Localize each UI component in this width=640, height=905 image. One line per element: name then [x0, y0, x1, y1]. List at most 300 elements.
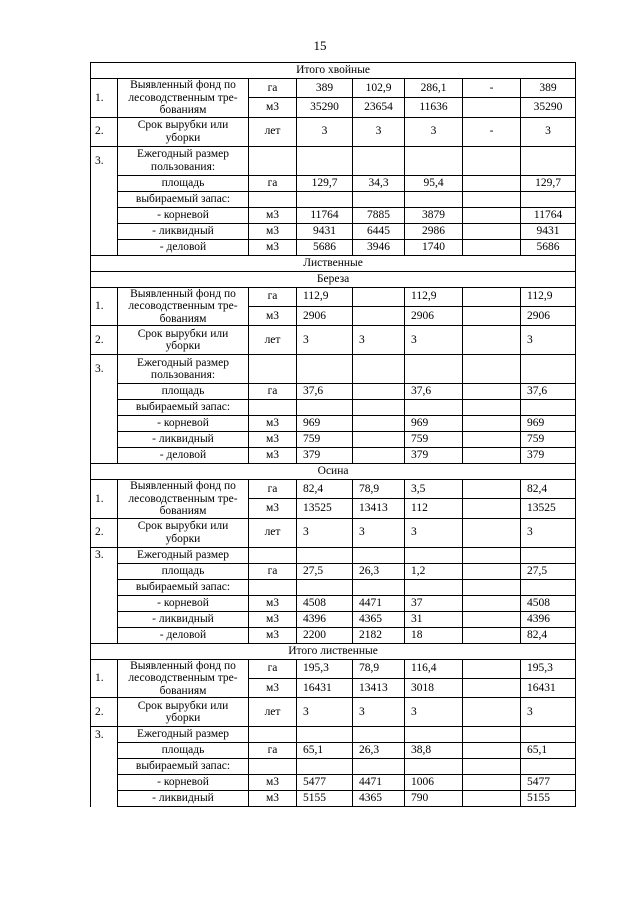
row-label-cell: Ежегодный размер	[118, 727, 249, 743]
value-cell	[463, 595, 521, 611]
value-cell: 112,9	[405, 287, 463, 306]
table-row	[91, 117, 576, 146]
value-cell	[405, 759, 463, 775]
unit-cell: м3	[249, 611, 297, 627]
value-cell	[353, 384, 405, 400]
row-number-cell	[91, 563, 118, 579]
value-cell: 82,4	[297, 480, 353, 499]
value-cell: 9431	[521, 223, 576, 239]
row-number-cell	[91, 579, 118, 595]
row-number-cell	[91, 775, 118, 791]
unit-cell: м3	[249, 98, 297, 117]
value-cell: 2906	[521, 306, 576, 325]
row-number-cell	[91, 191, 118, 207]
value-cell: 37,6	[405, 384, 463, 400]
table-row	[91, 759, 576, 775]
value-cell: 2200	[297, 627, 353, 643]
value-cell: 35290	[297, 98, 353, 117]
table-row	[91, 547, 576, 563]
row-number-cell: 2.	[91, 117, 118, 146]
value-cell	[297, 146, 353, 175]
value-cell: 759	[521, 432, 576, 448]
row-label-cell: Срок вырубки или уборки	[118, 117, 249, 146]
value-cell: 11764	[521, 207, 576, 223]
table-row	[91, 400, 576, 416]
value-cell: 37	[405, 595, 463, 611]
value-cell: 3	[521, 117, 576, 146]
table-row	[91, 563, 576, 579]
row-number-cell	[91, 448, 118, 464]
row-label-cell: Выявленный фонд по лесоводственным тре-бованиям	[118, 287, 249, 326]
value-cell	[463, 207, 521, 223]
value-cell	[463, 547, 521, 563]
value-cell	[353, 727, 405, 743]
value-cell: 969	[297, 416, 353, 432]
table-row	[91, 518, 576, 547]
value-cell: 3	[521, 698, 576, 727]
value-cell: 3	[353, 698, 405, 727]
row-number-cell	[91, 223, 118, 239]
row-number-cell: 1.	[91, 79, 118, 118]
value-cell	[463, 480, 521, 499]
value-cell: 78,9	[353, 480, 405, 499]
value-cell	[405, 191, 463, 207]
value-cell: 286,1	[405, 79, 463, 98]
value-cell	[463, 416, 521, 432]
value-cell: 3	[297, 698, 353, 727]
unit-cell	[249, 727, 297, 743]
value-cell	[297, 547, 353, 563]
value-cell: 3879	[405, 207, 463, 223]
unit-cell	[249, 579, 297, 595]
value-cell	[463, 611, 521, 627]
value-cell: 4396	[297, 611, 353, 627]
value-cell: 790	[405, 791, 463, 807]
value-cell: 3	[521, 326, 576, 355]
row-number-cell: 3.	[91, 727, 118, 743]
value-cell: 95,4	[405, 175, 463, 191]
row-label-cell: выбираемый запас:	[118, 759, 249, 775]
value-cell	[521, 146, 576, 175]
row-label-cell: - ликвидный	[118, 791, 249, 807]
value-cell: 5155	[521, 791, 576, 807]
unit-cell: га	[249, 480, 297, 499]
value-cell: 2906	[405, 306, 463, 325]
unit-cell: га	[249, 743, 297, 759]
row-number-cell	[91, 743, 118, 759]
table-row	[91, 175, 576, 191]
value-cell: 13525	[521, 499, 576, 518]
value-cell: 13413	[353, 499, 405, 518]
section-header-row	[91, 271, 576, 287]
row-number-cell	[91, 175, 118, 191]
value-cell	[297, 400, 353, 416]
value-cell	[463, 355, 521, 384]
value-cell	[405, 400, 463, 416]
unit-cell: м3	[249, 416, 297, 432]
unit-cell: га	[249, 384, 297, 400]
value-cell	[463, 659, 521, 678]
page-number: 15	[313, 38, 327, 53]
value-cell: 3	[297, 326, 353, 355]
value-cell: -	[463, 79, 521, 98]
forest-use-table	[90, 62, 576, 807]
row-label-cell: выбираемый запас:	[118, 191, 249, 207]
table-row	[91, 207, 576, 223]
value-cell: 129,7	[297, 175, 353, 191]
table-row	[91, 611, 576, 627]
unit-cell: м3	[249, 306, 297, 325]
unit-cell	[249, 355, 297, 384]
value-cell	[405, 727, 463, 743]
unit-cell: м3	[249, 627, 297, 643]
value-cell: 11636	[405, 98, 463, 117]
value-cell	[463, 326, 521, 355]
unit-cell: м3	[249, 432, 297, 448]
row-number-cell: 2.	[91, 698, 118, 727]
value-cell	[353, 416, 405, 432]
value-cell: 1740	[405, 239, 463, 255]
value-cell: 969	[405, 416, 463, 432]
table-row	[91, 326, 576, 355]
table-row	[91, 698, 576, 727]
value-cell	[405, 579, 463, 595]
value-cell	[463, 239, 521, 255]
value-cell: 23654	[353, 98, 405, 117]
value-cell: 3	[353, 117, 405, 146]
value-cell: 3	[405, 326, 463, 355]
unit-cell: лет	[249, 326, 297, 355]
unit-cell: м3	[249, 678, 297, 697]
value-cell: 26,3	[353, 743, 405, 759]
value-cell	[463, 400, 521, 416]
row-label-cell: - ликвидный	[118, 432, 249, 448]
value-cell	[353, 579, 405, 595]
value-cell: 37,6	[297, 384, 353, 400]
value-cell: 3	[297, 518, 353, 547]
forest-use-table-container	[90, 62, 575, 807]
table-row	[91, 659, 576, 678]
unit-cell: лет	[249, 698, 297, 727]
unit-cell	[249, 191, 297, 207]
value-cell: 26,3	[353, 563, 405, 579]
value-cell	[463, 579, 521, 595]
value-cell: 4508	[521, 595, 576, 611]
row-number-cell	[91, 791, 118, 807]
value-cell	[405, 355, 463, 384]
value-cell: 4471	[353, 775, 405, 791]
value-cell: 3	[405, 117, 463, 146]
value-cell	[463, 518, 521, 547]
row-number-cell	[91, 239, 118, 255]
value-cell: 27,5	[521, 563, 576, 579]
value-cell	[521, 759, 576, 775]
table-row	[91, 355, 576, 384]
unit-cell: м3	[249, 448, 297, 464]
row-label-cell: - корневой	[118, 416, 249, 432]
value-cell	[521, 579, 576, 595]
row-label-cell: - ликвидный	[118, 611, 249, 627]
value-cell	[297, 191, 353, 207]
value-cell	[297, 759, 353, 775]
row-label-cell: - деловой	[118, 239, 249, 255]
value-cell: 389	[521, 79, 576, 98]
row-label-cell: площадь	[118, 743, 249, 759]
value-cell: 4365	[353, 611, 405, 627]
table-row	[91, 579, 576, 595]
value-cell	[463, 627, 521, 643]
row-label-cell: - деловой	[118, 448, 249, 464]
value-cell	[463, 499, 521, 518]
value-cell: 195,3	[297, 659, 353, 678]
table-row	[91, 287, 576, 306]
section-title: Береза	[91, 271, 576, 287]
value-cell	[463, 432, 521, 448]
row-label-cell: Срок вырубки или уборки	[118, 698, 249, 727]
unit-cell: м3	[249, 791, 297, 807]
row-number-cell: 3.	[91, 146, 118, 175]
table-row	[91, 191, 576, 207]
value-cell: 1006	[405, 775, 463, 791]
value-cell: 37,6	[521, 384, 576, 400]
value-cell: 11764	[297, 207, 353, 223]
section-header-row	[91, 63, 576, 79]
row-number-cell	[91, 759, 118, 775]
value-cell	[297, 355, 353, 384]
table-row	[91, 791, 576, 807]
value-cell: 2986	[405, 223, 463, 239]
value-cell	[297, 579, 353, 595]
row-number-cell	[91, 432, 118, 448]
value-cell: 5477	[297, 775, 353, 791]
value-cell: 759	[405, 432, 463, 448]
value-cell: 379	[521, 448, 576, 464]
value-cell	[463, 98, 521, 117]
unit-cell	[249, 759, 297, 775]
table-row	[91, 743, 576, 759]
value-cell: 102,9	[353, 79, 405, 98]
value-cell: 3	[353, 518, 405, 547]
value-cell: 3018	[405, 678, 463, 697]
row-label-cell: - корневой	[118, 775, 249, 791]
value-cell: 27,5	[297, 563, 353, 579]
value-cell: 3,5	[405, 480, 463, 499]
value-cell: 7885	[353, 207, 405, 223]
value-cell: 31	[405, 611, 463, 627]
unit-cell: м3	[249, 499, 297, 518]
table-row	[91, 239, 576, 255]
section-header-row	[91, 255, 576, 271]
value-cell: 3	[521, 518, 576, 547]
value-cell: 2906	[297, 306, 353, 325]
unit-cell: га	[249, 175, 297, 191]
section-header-row	[91, 643, 576, 659]
section-title: Осина	[91, 464, 576, 480]
row-label-cell: - деловой	[118, 627, 249, 643]
unit-cell: м3	[249, 239, 297, 255]
value-cell: 3	[297, 117, 353, 146]
unit-cell	[249, 400, 297, 416]
value-cell	[463, 727, 521, 743]
value-cell: 38,8	[405, 743, 463, 759]
unit-cell	[249, 547, 297, 563]
table-row	[91, 480, 576, 499]
row-number-cell: 2.	[91, 326, 118, 355]
value-cell: 5155	[297, 791, 353, 807]
value-cell	[463, 775, 521, 791]
value-cell	[521, 400, 576, 416]
value-cell: 65,1	[297, 743, 353, 759]
table-row	[91, 627, 576, 643]
unit-cell: м3	[249, 207, 297, 223]
value-cell: 3946	[353, 239, 405, 255]
value-cell: 6445	[353, 223, 405, 239]
table-row	[91, 223, 576, 239]
value-cell	[463, 287, 521, 306]
value-cell: 5477	[521, 775, 576, 791]
table-row	[91, 146, 576, 175]
value-cell: 13525	[297, 499, 353, 518]
value-cell: 129,7	[521, 175, 576, 191]
row-number-cell: 3.	[91, 355, 118, 384]
value-cell	[463, 191, 521, 207]
value-cell	[353, 306, 405, 325]
value-cell	[463, 759, 521, 775]
value-cell: 379	[405, 448, 463, 464]
value-cell: 34,3	[353, 175, 405, 191]
row-label-cell: Ежегодный размер пользования:	[118, 146, 249, 175]
value-cell	[353, 191, 405, 207]
row-label-cell: Ежегодный размер пользования:	[118, 355, 249, 384]
unit-cell: лет	[249, 518, 297, 547]
value-cell	[463, 678, 521, 697]
value-cell: 4365	[353, 791, 405, 807]
row-label-cell: - корневой	[118, 595, 249, 611]
row-label-cell: - корневой	[118, 207, 249, 223]
value-cell: 78,9	[353, 659, 405, 678]
unit-cell	[249, 146, 297, 175]
value-cell	[521, 547, 576, 563]
section-title: Лиственные	[91, 255, 576, 271]
value-cell: 4508	[297, 595, 353, 611]
value-cell: 35290	[521, 98, 576, 117]
value-cell	[405, 547, 463, 563]
value-cell: 82,4	[521, 627, 576, 643]
value-cell	[521, 355, 576, 384]
value-cell: 195,3	[521, 659, 576, 678]
value-cell	[521, 727, 576, 743]
row-label-cell: Выявленный фонд по лесоводственным тре-бованиям	[118, 480, 249, 519]
row-number-cell	[91, 595, 118, 611]
value-cell: -	[463, 117, 521, 146]
table-row	[91, 416, 576, 432]
unit-cell: м3	[249, 595, 297, 611]
value-cell: 112,9	[521, 287, 576, 306]
value-cell: 759	[297, 432, 353, 448]
value-cell: 16431	[297, 678, 353, 697]
row-label-cell: выбираемый запас:	[118, 579, 249, 595]
value-cell: 9431	[297, 223, 353, 239]
row-number-cell: 1.	[91, 480, 118, 519]
unit-cell: м3	[249, 223, 297, 239]
table-row	[91, 727, 576, 743]
row-label-cell: Срок вырубки или уборки	[118, 518, 249, 547]
value-cell	[463, 563, 521, 579]
unit-cell: га	[249, 79, 297, 98]
row-number-cell: 3.	[91, 547, 118, 563]
row-number-cell: 1.	[91, 287, 118, 326]
unit-cell: га	[249, 659, 297, 678]
table-row	[91, 595, 576, 611]
value-cell: 1,2	[405, 563, 463, 579]
value-cell	[463, 175, 521, 191]
value-cell: 5686	[521, 239, 576, 255]
unit-cell: га	[249, 563, 297, 579]
section-header-row	[91, 464, 576, 480]
unit-cell: га	[249, 287, 297, 306]
table-row	[91, 432, 576, 448]
value-cell	[405, 146, 463, 175]
value-cell: 969	[521, 416, 576, 432]
row-number-cell: 2.	[91, 518, 118, 547]
value-cell: 379	[297, 448, 353, 464]
value-cell	[463, 223, 521, 239]
value-cell	[353, 287, 405, 306]
row-label-cell: Срок вырубки или уборки	[118, 326, 249, 355]
row-number-cell: 1.	[91, 659, 118, 698]
value-cell	[353, 448, 405, 464]
value-cell	[353, 547, 405, 563]
value-cell	[353, 432, 405, 448]
value-cell: 3	[405, 698, 463, 727]
value-cell	[463, 448, 521, 464]
value-cell: 3	[405, 518, 463, 547]
row-label-cell: Выявленный фонд по лесоводственным тре-бованиям	[118, 659, 249, 698]
table-row	[91, 384, 576, 400]
row-label-cell: площадь	[118, 175, 249, 191]
value-cell: 3	[353, 326, 405, 355]
row-number-cell	[91, 416, 118, 432]
table-row	[91, 775, 576, 791]
value-cell	[463, 146, 521, 175]
value-cell	[463, 698, 521, 727]
value-cell: 13413	[353, 678, 405, 697]
value-cell	[463, 306, 521, 325]
section-title: Итого лиственные	[91, 643, 576, 659]
value-cell: 112	[405, 499, 463, 518]
value-cell	[297, 727, 353, 743]
value-cell	[353, 400, 405, 416]
value-cell	[463, 743, 521, 759]
section-title: Итого хвойные	[91, 63, 576, 79]
value-cell	[353, 355, 405, 384]
value-cell	[463, 791, 521, 807]
table-row	[91, 79, 576, 98]
value-cell: 5686	[297, 239, 353, 255]
row-number-cell	[91, 207, 118, 223]
row-number-cell	[91, 400, 118, 416]
row-label-cell: - ликвидный	[118, 223, 249, 239]
value-cell	[353, 759, 405, 775]
value-cell: 65,1	[521, 743, 576, 759]
row-label-cell: Выявленный фонд по лесоводственным тре-бованиям	[118, 79, 249, 118]
unit-cell: лет	[249, 117, 297, 146]
value-cell: 2182	[353, 627, 405, 643]
value-cell: 16431	[521, 678, 576, 697]
value-cell: 116,4	[405, 659, 463, 678]
row-label-cell: площадь	[118, 384, 249, 400]
value-cell: 4471	[353, 595, 405, 611]
